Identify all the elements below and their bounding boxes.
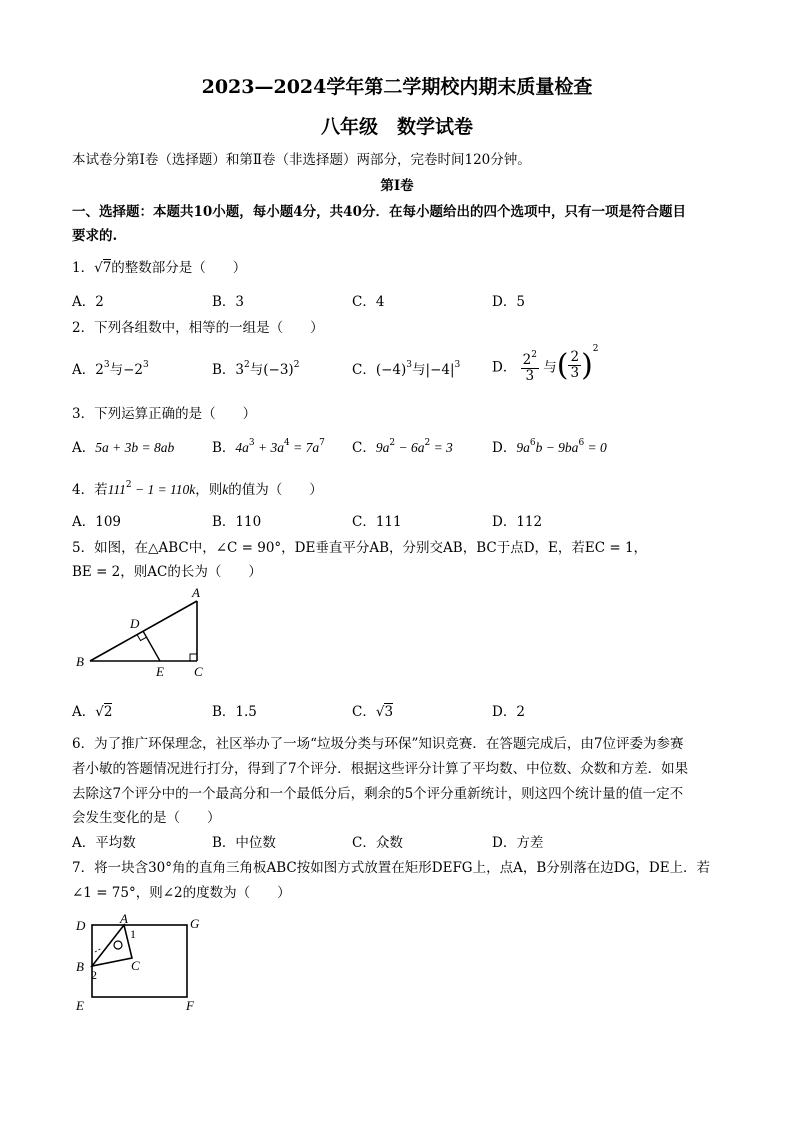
q6-option-a: A．平均数 <box>72 835 136 851</box>
exam-intro: 本试卷分第Ⅰ卷（选择题）和第Ⅱ卷（非选择题）两部分，完卷时间120分钟。 <box>72 152 531 168</box>
q4-option-c: C．111 <box>352 514 402 530</box>
question-1-stem <box>72 256 246 276</box>
question-1-text: 的整数部分是（ ） <box>111 260 247 276</box>
question-6-line2: 者小敏的答题情况进行打分，得到了7个评分．根据这些评分计算了平均数、中位数、众数和方差．如果 <box>72 761 689 777</box>
label-angle-2: 2 <box>91 968 97 982</box>
q5-option-a: A．√2 <box>72 704 113 720</box>
fraction-left: $\frac{2^2}{3}$ <box>522 349 537 384</box>
label-b: B <box>76 654 84 669</box>
question-3-stem: 3．下列运算正确的是（ ） <box>72 406 257 422</box>
question-4-stem: 4．若$111^2 - 1 = 110k$，则k的值为（ ） <box>72 480 323 498</box>
q6-option-c: C．众数 <box>352 835 403 851</box>
exam-title: 2023—2024学年第二学期校内期末质量检查 <box>201 76 593 98</box>
label-d: D <box>130 616 140 631</box>
label-c: C <box>131 958 140 973</box>
question-6-line3: 去除这7个评分中的一个最高分和一个最低分后，剩余的5个评分重新统计，则这四个统计量的值一定不 <box>72 786 684 802</box>
q1-option-b: B．3 <box>212 294 245 310</box>
q2-option-b: B．$3^2$与$(-3)^2$ <box>212 360 300 378</box>
q2-option-c: C．$(-4)^3$与$|-4|^3$ <box>352 360 461 378</box>
fraction-right: $\frac{2}{3}$ <box>570 349 580 381</box>
section-instructions-line1: 一、选择题：本题共10小题，每小题4分，共40分．在每小题给出的四个选项中，只有一项是符合题目 <box>72 204 686 220</box>
right-angle-c <box>190 654 197 661</box>
q7-rectangle-figure <box>72 910 212 1015</box>
q4-option-a: A．109 <box>72 514 122 530</box>
label-c: C <box>194 664 203 679</box>
q3-option-d: D．$9a^6b - 9ba^6 = 0$ <box>492 438 607 456</box>
q2-option-d: D． $\frac{2^2}{3}$ 与( $\frac{2}{3}$ )$^2$ <box>492 344 599 384</box>
q2-option-a: A．$2^3$与$-2^3$ <box>72 360 149 378</box>
q5-option-d: D．2 <box>492 704 525 720</box>
question-1-radicand: 7 <box>102 260 112 276</box>
section-instructions-line2: 要求的. <box>72 228 118 244</box>
q3-option-b: B．$4a^3 + 3a^4 = 7a^7$ <box>212 438 325 456</box>
q5-triangle-figure <box>72 584 222 680</box>
label-g: G <box>190 916 200 931</box>
q1-option-d: D．5 <box>492 294 525 310</box>
label-e: E <box>76 998 84 1013</box>
triangle-abc <box>92 925 132 966</box>
part-heading: 第Ⅰ卷 <box>380 178 414 194</box>
q3-option-a: A．5a + 3b = 8ab <box>72 440 175 456</box>
q4-option-d: D．112 <box>492 514 543 530</box>
q4-option-b: B．110 <box>212 514 262 530</box>
label-angle-1: 1 <box>130 927 136 941</box>
q5-option-b: B．1.5 <box>212 704 257 720</box>
segment-de <box>143 631 160 661</box>
question-7-line1: 7．将一块含30°角的直角三角板ABC按如图方式放置在矩形DEFG上，点A，B分别落在边DG，DE上．若 <box>72 860 711 876</box>
exam-subtitle: 八年级 数学试卷 <box>320 116 473 138</box>
question-5-line1: 5．如图，在△ABC中，∠C = 90°，DE垂直平分AB，分别交AB，BC于点D，E，若EC = 1， <box>72 540 648 556</box>
q1-option-c: C．4 <box>352 294 385 310</box>
label-d: D <box>76 918 86 933</box>
question-6-line1: 6．为了推广环保理念，社区举办了一场“垃圾分类与环保”知识竞赛．在答题完成后，由7位评委为参赛 <box>72 736 684 752</box>
q6-option-d: D．方差 <box>492 835 544 851</box>
hatch-mark <box>95 948 102 952</box>
question-7-line2: ∠1 = 75°，则∠2的度数为（ ） <box>72 885 291 901</box>
question-6-line4: 会发生变化的是（ ） <box>72 810 221 826</box>
label-a: A <box>192 585 200 600</box>
triangle-hole <box>114 941 122 949</box>
q6-option-b: B．中位数 <box>212 835 276 851</box>
q1-option-a: A．2 <box>72 294 104 310</box>
q3-option-c: C．$9a^2 - 6a^2 = 3$ <box>352 438 453 456</box>
question-5-line2: BE = 2，则AC的长为（ ） <box>72 564 262 580</box>
label-e: E <box>156 664 164 679</box>
q5-option-c: C．√3 <box>352 704 394 720</box>
question-2-stem: 2．下列各组数中，相等的一组是（ ） <box>72 320 324 336</box>
label-b: B <box>76 959 84 974</box>
label-a: A <box>120 911 128 926</box>
sqrt-symbol: √ <box>94 260 103 276</box>
label-f: F <box>186 998 194 1013</box>
question-1-number: 1． <box>72 260 95 276</box>
